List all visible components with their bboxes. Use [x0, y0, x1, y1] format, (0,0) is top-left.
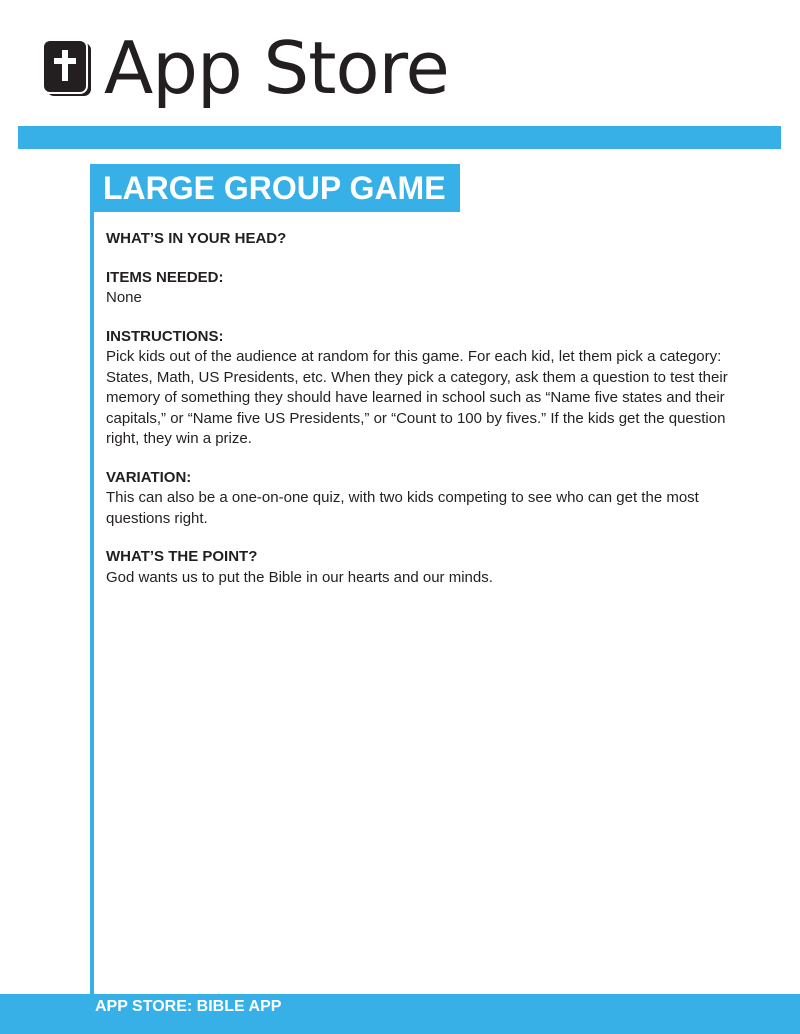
left-accent-rule	[90, 164, 94, 1004]
instructions-heading: INSTRUCTIONS:	[106, 327, 224, 345]
instructions-block	[106, 327, 736, 450]
app-store-logo	[40, 26, 449, 110]
section-title: LARGE GROUP GAME	[90, 164, 460, 212]
variation-heading: VARIATION:	[106, 468, 192, 486]
game-content	[106, 229, 736, 606]
game-name: WHAT’S IN YOUR HEAD?	[106, 230, 287, 247]
items-needed-text: None	[106, 289, 142, 306]
footer-label: APP STORE: BIBLE APP	[95, 998, 282, 1015]
variation-text: This can also be a one-on-one quiz, with two kids competing to see who can get the most questions right.	[106, 489, 699, 527]
point-text: God wants us to put the Bible in our hearts and our minds.	[106, 568, 493, 586]
top-accent-bar	[18, 126, 781, 149]
game-name-block	[106, 229, 736, 250]
bible-cross-icon	[40, 38, 94, 98]
point-block	[106, 547, 736, 588]
items-needed-heading: ITEMS NEEDED:	[106, 268, 224, 286]
variation-block	[106, 468, 736, 530]
point-heading: WHAT’S THE POINT?	[106, 548, 258, 565]
instructions-text: Pick kids out of the audience at random for this game. For each kid, let them pick a category: States, Math, US Presidents, etc. When they pick a category, ask them a question to test their memory of something they should have learned in school such as “Name five states and their capitals,” or “Name five US Presidents,” or “Count to 100 by fives.” If the kids get the question right, they win a prize.	[106, 348, 728, 447]
items-needed-block	[106, 268, 736, 309]
app-title: App Store	[104, 26, 449, 110]
